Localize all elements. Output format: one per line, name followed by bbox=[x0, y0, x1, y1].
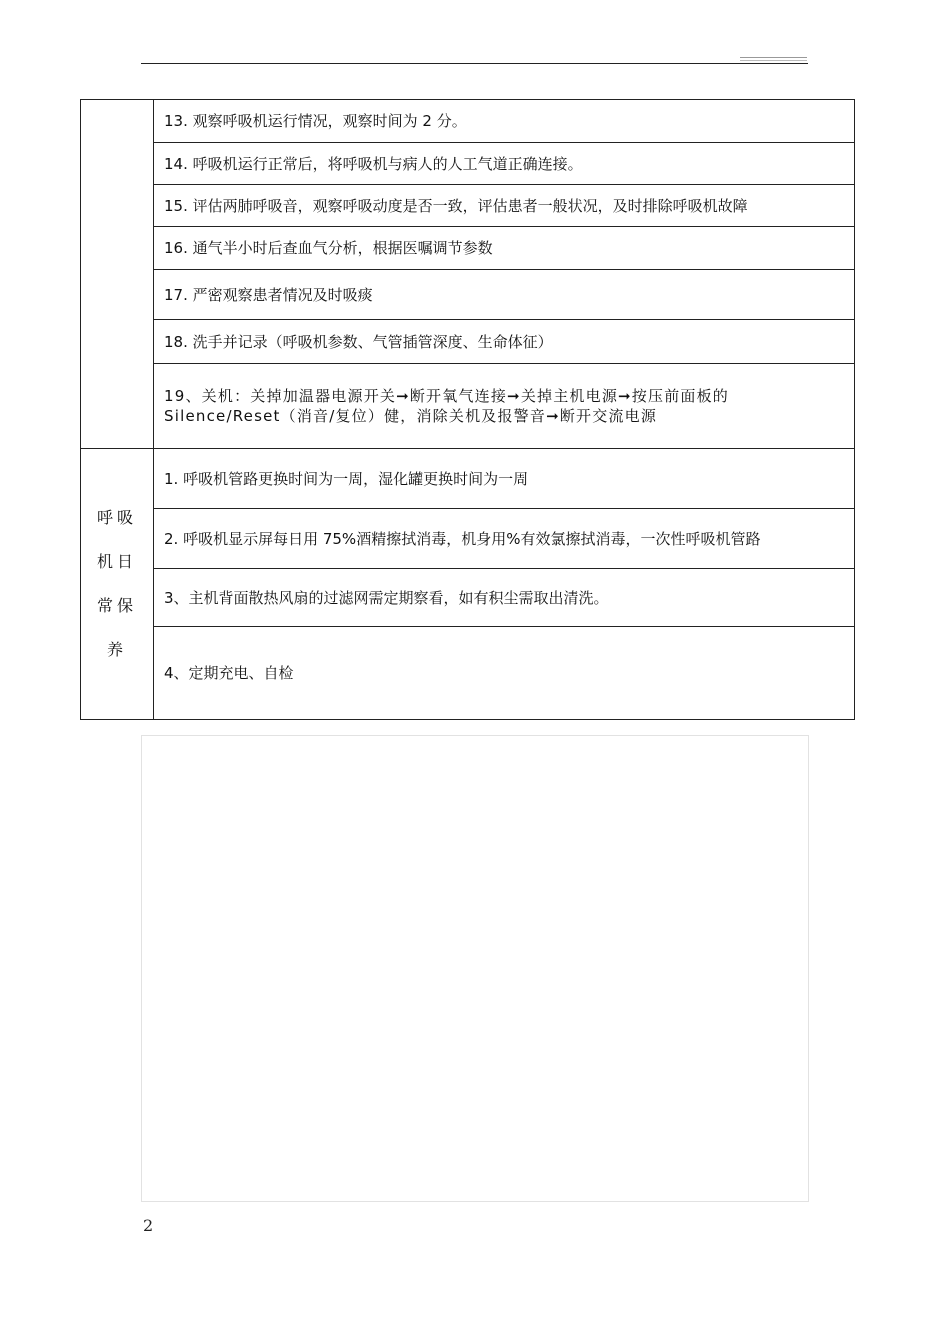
maintenance-item-3: 3、主机背面散热风扇的过滤网需定期察看，如有积尘需取出清洗。 bbox=[154, 569, 855, 627]
procedure-section-cell bbox=[81, 100, 154, 449]
table-row bbox=[81, 270, 855, 320]
step-18: 18. 洗手并记录（呼吸机参数、气管插管深度、生命体征） bbox=[154, 320, 855, 364]
table-row bbox=[81, 364, 855, 449]
table-row bbox=[81, 569, 855, 627]
page-number: 2 bbox=[143, 1216, 154, 1235]
step-13: 13. 观察呼吸机运行情况，观察时间为 2 分。 bbox=[154, 100, 855, 143]
table-row bbox=[81, 185, 855, 227]
table-row bbox=[81, 509, 855, 569]
maintenance-section-label: 呼吸机日常保养 bbox=[96, 508, 137, 659]
step-14: 14. 呼吸机运行正常后，将呼吸机与病人的人工气道正确连接。 bbox=[154, 143, 855, 185]
blank-frame bbox=[141, 735, 809, 1202]
header-mark-secondary bbox=[740, 60, 807, 61]
header-mark bbox=[740, 57, 807, 58]
maintenance-section-cell bbox=[81, 449, 154, 720]
header-rule bbox=[141, 63, 808, 64]
maintenance-item-4: 4、定期充电、自检 bbox=[154, 627, 855, 720]
step-16: 16. 通气半小时后查血气分析，根据医嘱调节参数 bbox=[154, 227, 855, 270]
step-17: 17. 严密观察患者情况及时吸痰 bbox=[154, 270, 855, 320]
table-row bbox=[81, 627, 855, 720]
table-row bbox=[81, 449, 855, 509]
maintenance-item-1: 1. 呼吸机管路更换时间为一周，湿化罐更换时间为一周 bbox=[154, 449, 855, 509]
maintenance-item-2: 2. 呼吸机显示屏每日用 75%酒精擦拭消毒，机身用%有效氯擦拭消毒，一次性呼吸机管路 bbox=[154, 509, 855, 569]
step-15: 15. 评估两肺呼吸音，观察呼吸动度是否一致，评估患者一般状况，及时排除呼吸机故障 bbox=[154, 185, 855, 227]
step-19: 19、关机：关掉加温器电源开关➞断开氧气连接➞关掉主机电源➞按压前面板的 Silence/Reset（消音/复位）健，消除关机及报警音➞断开交流电源 bbox=[154, 364, 855, 449]
table-row bbox=[81, 100, 855, 143]
table-row bbox=[81, 320, 855, 364]
table-row bbox=[81, 143, 855, 185]
procedure-table bbox=[80, 99, 855, 720]
table-row bbox=[81, 227, 855, 270]
